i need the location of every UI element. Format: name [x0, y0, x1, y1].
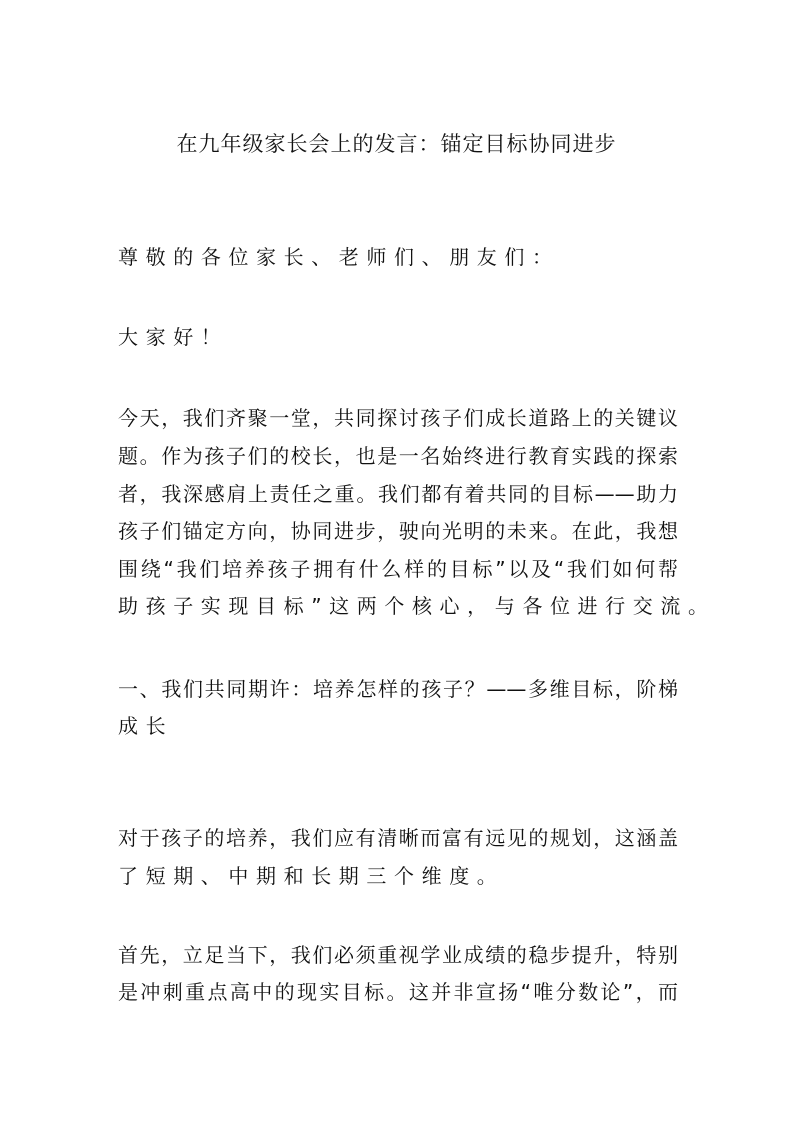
salutation: 尊敬的各位家长、老师们、朋友们：: [118, 245, 560, 269]
text-line: 首先，立足当下，我们必须重视学业成绩的稳步提升，特别: [118, 943, 678, 967]
text-line: 今天，我们齐聚一堂，共同探讨孩子们成长道路上的关键议: [118, 406, 678, 430]
document-title: 在九年级家长会上的发言：锚定目标协同进步: [176, 132, 617, 156]
text-line: 对于孩子的培养，我们应有清晰而富有远见的规划，这涵盖: [118, 826, 678, 850]
text-line: 围绕“我们培养孩子拥有什么样的目标”以及“我们如何帮: [118, 557, 678, 581]
text-line: 了短期、中期和长期三个维度。: [118, 864, 505, 888]
greeting: 大家好！: [118, 325, 229, 349]
text-line: 助孩子实现目标”这两个核心，与各位进行交流。: [118, 594, 716, 618]
text-line: 一、我们共同期许：培养怎样的孩子？——多维目标，阶梯: [118, 677, 678, 701]
text-line: 是冲刺重点高中的现实目标。这并非宣扬“唯分数论”，而: [118, 980, 678, 1004]
text-line: 孩子们锚定方向，协同进步，驶向光明的未来。在此，我想: [118, 519, 678, 543]
text-line: 者，我深感肩上责任之重。我们都有着共同的目标——助力: [118, 482, 678, 506]
text-line: 成长: [118, 714, 174, 738]
text-line: 题。作为孩子们的校长，也是一名始终进行教育实践的探索: [118, 444, 678, 468]
